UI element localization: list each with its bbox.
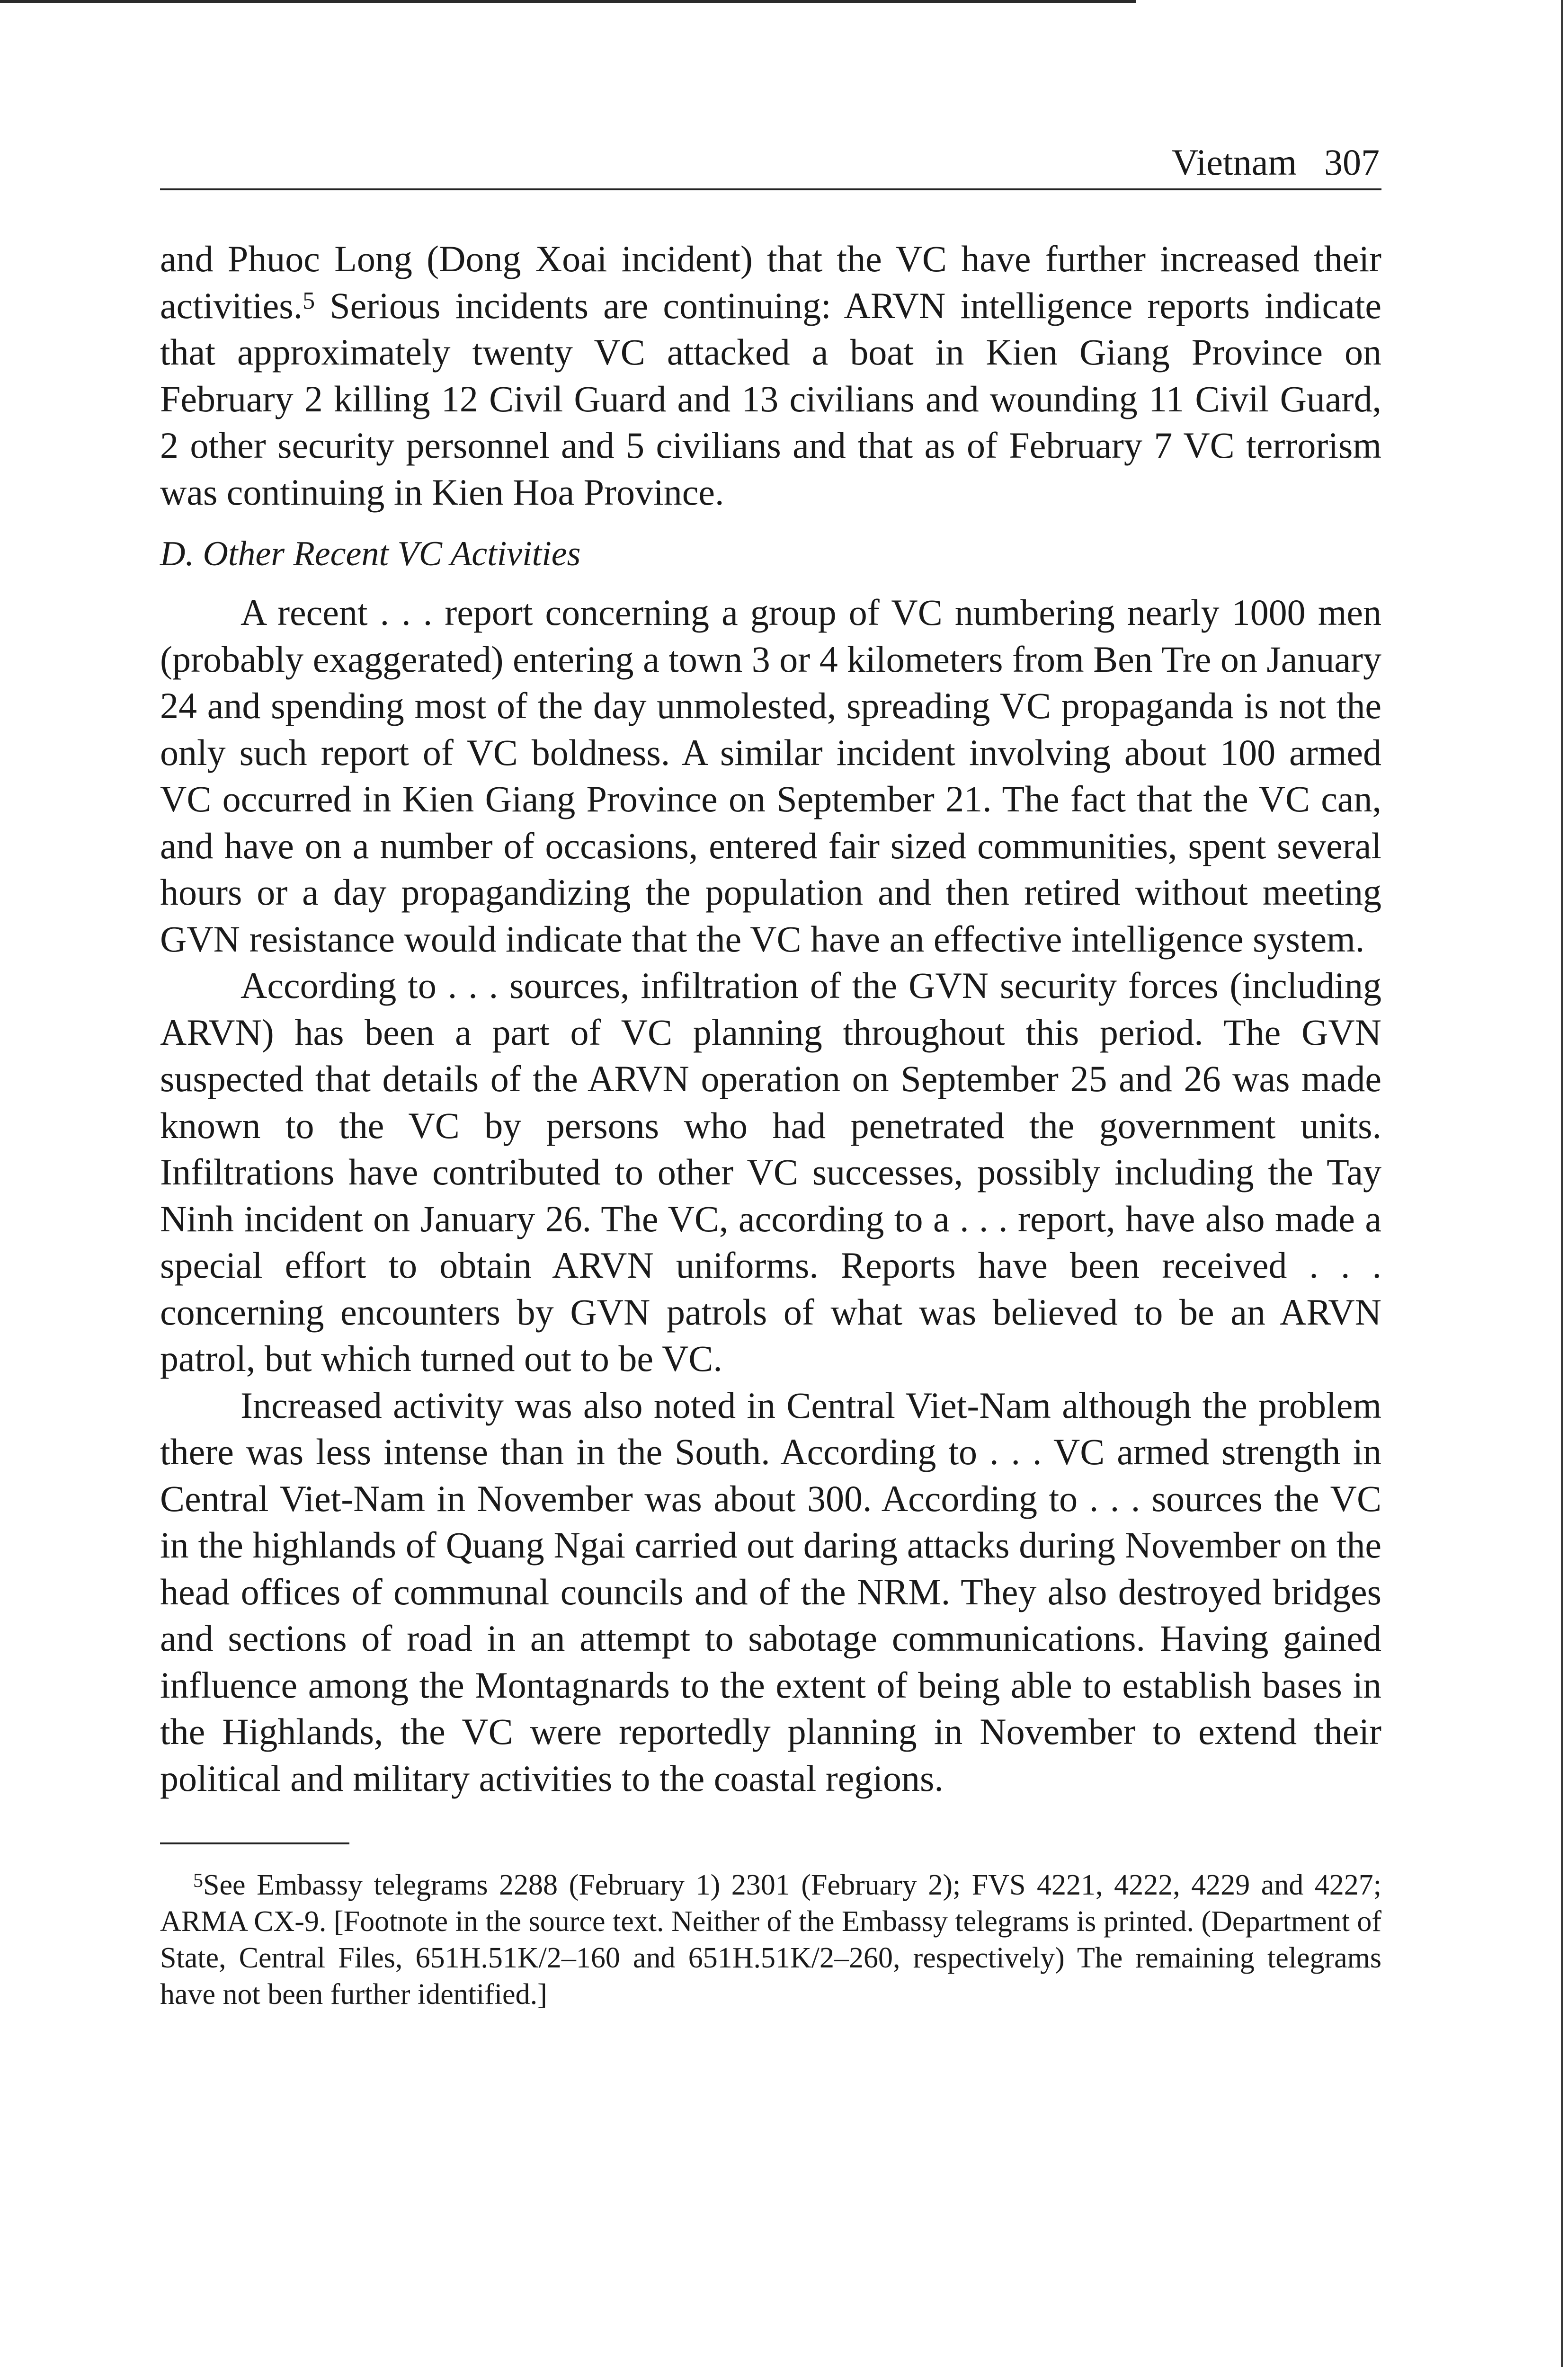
footnote-text: See Embassy telegrams 2288 (February 1) 2301 (February 2); FVS 4221, 4222, 4229 and 4227; ARMA CX-9. [Footnote in the source text. Neither of the Embassy telegrams is printed. (Department of State, Central Files, 651H.51K/2–160 and 651H.51K/2–260, respectively) The remaining telegrams have not been further identified.] xyxy=(160,1869,1381,2011)
paragraph-1-text-b: Serious incidents are continuing: ARVN intelligence reports indicate that approximately twenty VC attacked a boat in Kien Giang Province on February 2 killing 12 Civil Guard and 13 civilians and wounding 11 Civil Guard, 2 other security personnel and 5 civilians and that as of February 7 VC terrorism was continuing in Kien Hoa Province. xyxy=(160,285,1381,513)
page-number: 307 xyxy=(1324,142,1380,183)
footnote-reference: 5 xyxy=(303,287,315,314)
paragraph-2: A recent . . . report concerning a group of VC numbering nearly 1000 men (probably exaggerated) entering a town 3 or 4 kilometers from Ben Tre on January 24 and spending most of the day unmolested, spreading VC propaganda is not the only such report of VC boldness. A similar incident involving about 100 armed VC occurred in Kien Giang Province on September 21. The fact that the VC can, and have on a number of occasions, entered fair sized communities, spent several hours or a day propagandizing the population and then retired without meeting GVN resistance would indicate that the VC have an effective intelligence system. xyxy=(160,592,1381,960)
page-edge-shadow xyxy=(1561,0,1563,2367)
paragraph-4: Increased activity was also noted in Central Viet-Nam although the problem there was less intense than in the South. According to . . . VC armed strength in Central Viet-Nam in November was about 300. According to . . . sources the VC in the highlands of Quang Ngai carried out daring attacks during November on the head offices of communal councils and of the NRM. They also destroyed bridges and sections of road in an attempt to sabotage communications. Having gained influence among the Montagnards to the extent of being able to establish bases in the Highlands, the VC were reportedly planning in November to extend their political and military activities to the coastal regions. xyxy=(160,1384,1381,1799)
body-text xyxy=(160,236,1381,1802)
paragraph-3: According to . . . sources, infiltration of the GVN security forces (including ARVN) has been a part of VC planning throughout this period. The GVN suspected that details of the ARVN operation on September 25 and 26 was made known to the VC by persons who had penetrated the government units. Infiltrations have contributed to other VC successes, possibly including the Tay Ninh incident on January 26. The VC, according to a . . . report, have also made a special effort to obtain ARVN uniforms. Reports have been received . . . concerning encounters by GVN patrols of what was believed to be an ARVN patrol, but which turned out to be VC. xyxy=(160,965,1381,1379)
paragraph-1-text-a: and Phuoc Long (Dong Xoai incident) that the VC have further increased their activities. xyxy=(160,238,1381,326)
top-edge-rule xyxy=(0,0,1136,3)
section-heading: D. Other Recent VC Activities xyxy=(160,534,581,573)
running-head-title: Vietnam xyxy=(1172,142,1297,183)
footnote-mark: 5 xyxy=(193,1870,203,1892)
footnote-divider xyxy=(160,1842,349,1844)
running-head xyxy=(160,136,1381,190)
footnote xyxy=(160,1867,1381,2013)
document-page xyxy=(160,136,1381,2013)
paragraph-1 xyxy=(160,236,1381,516)
